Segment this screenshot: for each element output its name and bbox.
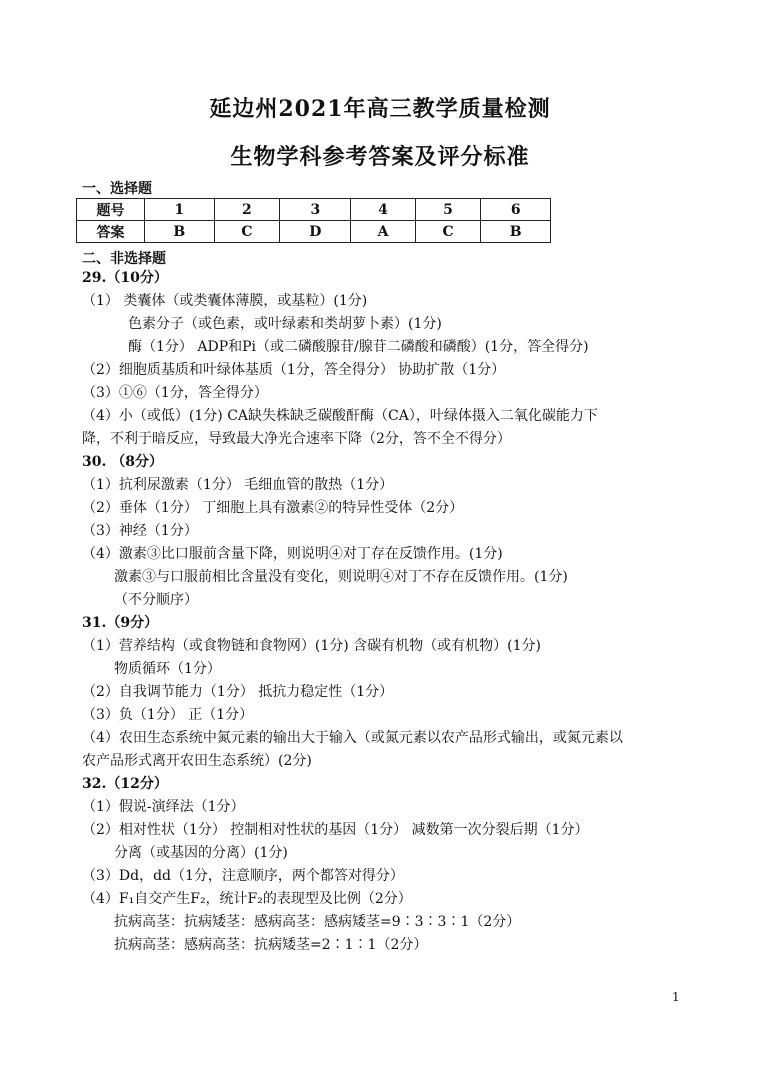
answer-line: （4）激素③比口服前含量下降，则说明④对丁存在反馈作用。(1分) [82,546,503,562]
table-cell: 6 [481,199,551,221]
section-heading-choice: 一、选择题 [82,181,152,197]
answer-line: 降，不利于暗反应，导致最大净光合速率下降（2分，答不全不得分） [82,431,511,447]
answer-line: （3）负（1分） 正（1分） [82,707,254,723]
answer-line: 色素分子（或色素，或叶绿素和类胡萝卜素）(1分) [128,316,442,332]
table-cell: 5 [415,199,481,221]
answer-content [82,267,682,957]
question-31-heading: 31.（9分） [82,615,159,631]
document-title: 延边州2021年高三教学质量检测 [209,96,551,122]
answer-line: （1）假说-演绎法（1分） [82,799,245,815]
table-cell: A [351,221,415,243]
answer-line: （1） 类囊体（或类囊体薄膜，或基粒）(1分) [82,293,368,309]
answer-line: （不分顺序） [114,592,198,608]
table-cell: B [481,221,551,243]
answer-line: （2）细胞质基质和叶绿体基质（1分，答全得分） 协助扩散（1分） [82,362,506,378]
table-cell: 2 [214,199,280,221]
table-cell: 1 [145,199,215,221]
question-30-heading: 30. （8分） [82,454,163,470]
table-cell: B [145,221,215,243]
question-29-heading: 29.（10分） [82,270,168,286]
answer-line: 农产品形式离开农田生态系统）(2分) [82,753,312,769]
table-cell: 答案 [77,221,145,243]
answer-line: 抗病高茎：抗病矮茎：感病高茎：感病矮茎=9∶3∶3∶1（2分） [114,914,521,930]
table-row-answers [77,221,551,243]
answer-line: （2）自我调节能力（1分） 抵抗力稳定性（1分） [82,684,394,700]
answer-line: （4）F₁自交产生F₂，统计F₂的表现型及比例（2分） [82,891,412,907]
page-number: 1 [672,990,680,1004]
document-subtitle: 生物学科参考答案及评分标准 [230,144,530,170]
answer-line: （4）农田生态系统中氮元素的输出大于输入（或氮元素以农产品形式输出，或氮元素以 [82,730,623,746]
answer-line: （1）抗利尿激素（1分） 毛细血管的散热（1分） [82,477,394,493]
answer-line: （2）相对性状（1分） 控制相对性状的基因（1分） 减数第一次分裂后期（1分） [82,822,589,838]
answer-line: 抗病高茎：感病高茎：抗病矮茎=2∶1∶1（2分） [114,937,428,953]
answer-line: （3）Dd，dd（1分，注意顺序，两个都答对得分） [82,868,404,884]
table-cell: C [415,221,481,243]
table-cell: 3 [280,199,351,221]
section-heading-nonchoice: 二、非选择题 [82,251,166,267]
answer-table [76,198,551,243]
answer-line: 酶（1分） ADP和Pi（或二磷酸腺苷/腺苷二磷酸和磷酸）(1分，答全得分) [128,339,589,355]
answer-line: （2）垂体（1分） 丁细胞上具有激素②的特异性受体（2分） [82,500,464,516]
answer-line: （3）神经（1分） [82,523,198,539]
table-cell: C [214,221,280,243]
table-cell: 题号 [77,199,145,221]
table-row-question-numbers [77,199,551,221]
table-cell: D [280,221,351,243]
question-32-heading: 32.（12分） [82,776,168,792]
answer-line: （1）营养结构（或食物链和食物网）(1分) 含碳有机物（或有机物）(1分) [82,638,542,654]
answer-line: （3）①⑥（1分，答全得分） [82,385,268,401]
answer-line: 物质循环（1分） [114,661,221,677]
answer-line: （4）小（或低）(1分) CA缺失株缺乏碳酸酐酶（CA），叶绿体摄入二氧化碳能力下 [82,408,598,424]
answer-line: 激素③与口服前相比含量没有变化，则说明④对丁不存在反馈作用。(1分) [114,569,568,585]
answer-line: 分离（或基因的分离）(1分) [114,845,288,861]
table-cell: 4 [351,199,415,221]
